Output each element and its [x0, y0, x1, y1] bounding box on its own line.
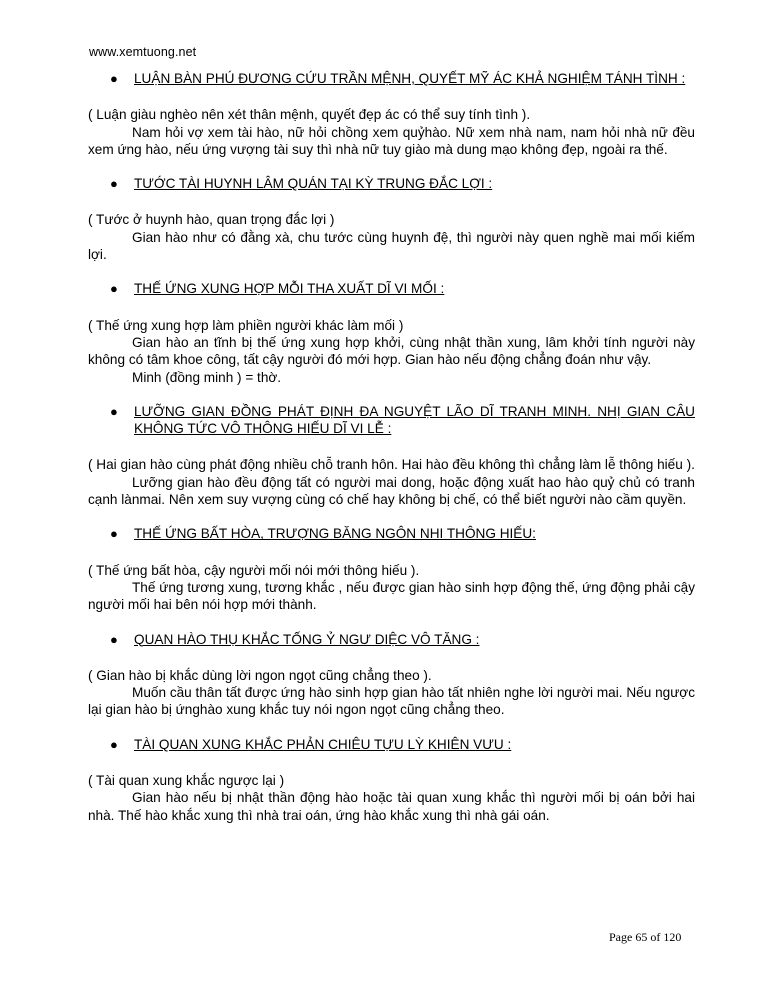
section-heading-text: TƯỚC TÀI HUYNH LÂM QUÁN TẠI KỲ TRUNG ĐẮC LỢI : — [134, 176, 493, 192]
bullet-icon: ● — [110, 403, 118, 419]
bullet-icon: ● — [110, 176, 118, 192]
section-paragraph: Lưỡng gian hào đều động tất có người mai dong, hoặc động xuất hao hào quỷ chủ có tranh cạnh lànmai. Nên xem suy vượng cùng có chế hay không bị chế, có thể biết người nào cầm quyền. — [88, 474, 695, 508]
page-number: Page 65 of 120 — [609, 930, 682, 944]
section-heading — [88, 403, 695, 438]
section-heading-text: THẾ ỨNG XUNG HỢP MỖI THA XUẤT DĨ VI MỐI : — [134, 281, 445, 297]
section-heading — [88, 631, 695, 648]
section-heading-text: TÀI QUAN XUNG KHẮC PHẢN CHIÊU TỰU LỲ KHIÊN VƯU : — [134, 736, 512, 752]
section-heading — [88, 736, 695, 753]
section-paragraph: Minh (đồng minh ) = thờ. — [132, 369, 282, 385]
section-heading — [88, 175, 695, 192]
section-heading-text: LƯỠNG GIAN ĐỒNG PHÁT ĐỊNH ĐA NGUYỆT LÃO DĨ TRANH MINH. NHỊ GIAN CÂU KHÔNG TỨC VÔ THÔNG HIẾU DĨ VI LỄ : — [134, 403, 695, 437]
section-summary: ( Tài quan xung khắc ngược lại ) — [88, 773, 285, 789]
section-heading — [88, 280, 695, 297]
section-heading — [88, 70, 695, 87]
section-heading — [88, 525, 695, 542]
section-paragraph: Muốn cầu thân tất được ứng hào sinh hợp gian hào tất nhiên nghe lời người mai. Nếu ngược lại gian hào bị ứnghào xung khắc tuy nói ngon ngọt cũng chẳng theo. — [88, 685, 695, 718]
section-summary: ( Tước ở huynh hào, quan trọng đắc lợi ) — [88, 212, 335, 228]
section-summary: ( Luận giàu nghèo nên xét thân mệnh, quyết đẹp ác có thể suy tính tình ). — [88, 107, 531, 123]
section-summary: ( Thế ứng bất hòa, cậy người mối nói mới thông hiếu ). — [88, 562, 420, 578]
bullet-icon: ● — [110, 631, 118, 647]
section-paragraph: Gian hào nếu bị nhật thần động hào hoặc tài quan xung khắc thì người mối bị oán bởi hai nhà. Thế hào khắc xung thì nhà trai oán, ứng hào khắc xung thì nhà gái oán. — [88, 790, 695, 823]
document-body — [88, 70, 695, 824]
section-paragraph: Nam hỏi vợ xem tài hào, nữ hỏi chồng xem quỷhào. Nữ xem nhà nam, nam hỏi nhà nữ đều xem ứng hào, nếu ứng vượng tài suy thì nhà nữ tuy giào mà dung mạo không đẹp, ngoài ra thế. — [88, 124, 695, 157]
section-summary: ( Hai gian hào cùng phát động nhiều chỗ tranh hôn. Hai hào đều không thì chẳng làm lễ thông hiếu ). — [88, 457, 695, 473]
section-heading-text: THẾ ỨNG BẤT HÒA, TRƯỢNG BĂNG NGÔN NHI THÔNG HIẾU: — [134, 526, 536, 542]
section-paragraph: Gian hào như có đằng xà, chu tước cùng huynh đệ, thì người này quen nghề mai mối kiếm lợi. — [88, 229, 695, 263]
section-paragraph: Gian hào an tĩnh bị thế ứng xung hợp khởi, cùng nhật thần xung, lâm khởi tính người này không có tâm khoe công, tất cậy người đó mới hợp. Gian hào nếu động chẳng đoán như vậy. — [88, 334, 695, 368]
bullet-icon: ● — [110, 281, 118, 297]
section-paragraph: Thế ứng tương xung, tương khắc , nếu được gian hào sinh hợp động thế, ứng động phải cậy người mối hai bên nói hợp mới thành. — [88, 579, 695, 613]
section-heading-text: LUẬN BÀN PHÚ ĐƯƠNG CỨU TRẦN MỆNH, QUYẾT MỸ ÁC KHẢ NGHIỆM TÁNH TÌNH : — [134, 71, 686, 86]
section-summary: ( Gian hào bị khắc dùng lời ngon ngọt cũng chẳng theo ). — [88, 667, 432, 683]
bullet-icon: ● — [110, 71, 118, 86]
bullet-icon: ● — [110, 526, 118, 542]
section-summary: ( Thế ứng xung hợp làm phiền người khác làm mối ) — [88, 317, 404, 333]
section-heading-text: QUAN HÀO THỤ KHẮC TỐNG Ỷ NGƯ DIỆC VÔ TĂNG : — [134, 631, 480, 647]
website-url: www.xemtuong.net — [89, 45, 197, 59]
bullet-icon: ● — [110, 736, 118, 752]
